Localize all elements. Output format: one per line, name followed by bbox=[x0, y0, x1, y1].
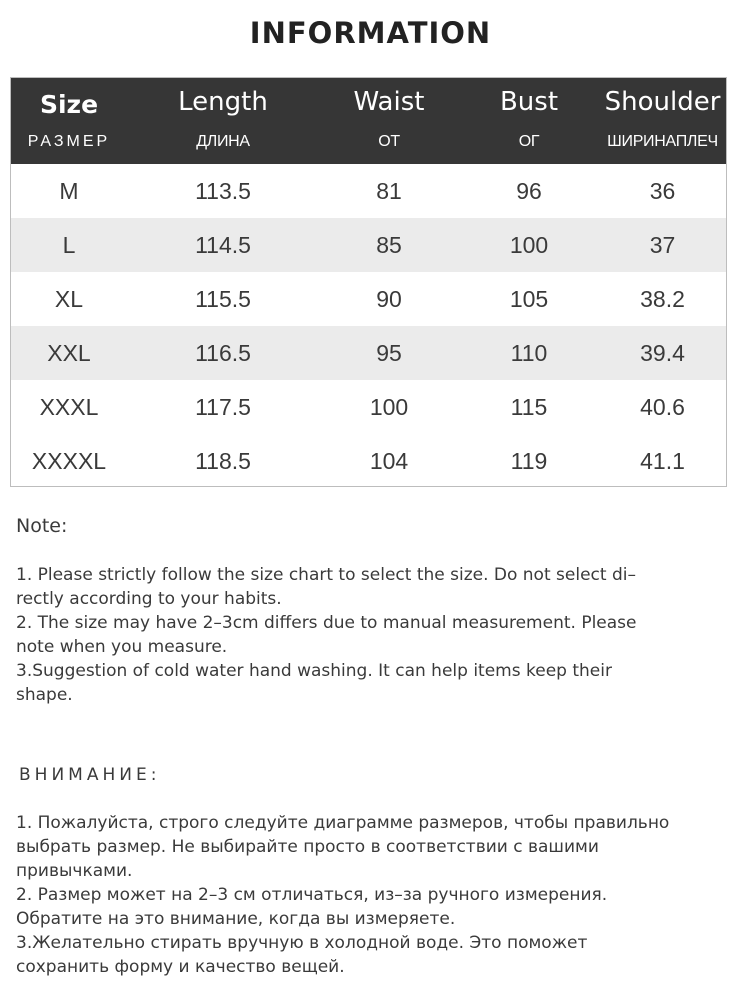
cell-size: XXXXL bbox=[31, 448, 107, 474]
cell-waist: 90 bbox=[376, 286, 402, 312]
cell-length: 113.5 bbox=[195, 178, 251, 204]
cell-size: M bbox=[59, 178, 79, 204]
ru-note-line: Обратите на это внимание, когда вы измеряете. bbox=[16, 909, 456, 929]
header-length-ru: ДЛИНА bbox=[196, 133, 250, 150]
ru-note-line: 3.Желательно стирать вручную в холодной воде. Это поможет bbox=[16, 933, 588, 953]
header-shoulder-en: Shoulder bbox=[604, 87, 721, 117]
cell-length: 118.5 bbox=[195, 448, 251, 474]
header-bust-en: Bust bbox=[499, 87, 559, 117]
note-title: Note: bbox=[16, 515, 68, 537]
header-size bbox=[11, 78, 127, 164]
header-bust-ru: ОГ bbox=[518, 133, 540, 150]
cell-length: 117.5 bbox=[195, 394, 251, 420]
cell-shoulder: 36 bbox=[649, 178, 676, 204]
table-row bbox=[11, 380, 726, 434]
cell-shoulder: 40.6 bbox=[640, 394, 685, 420]
cell-waist: 100 bbox=[369, 394, 409, 420]
ru-note-line: выбрать размер. Не выбирайте просто в соответствии с вашими bbox=[16, 837, 599, 857]
cell-bust: 96 bbox=[516, 178, 542, 204]
header-length-en: Length bbox=[178, 87, 268, 117]
cell-size: XL bbox=[54, 286, 84, 312]
cell-bust: 110 bbox=[510, 340, 548, 366]
table-row bbox=[11, 434, 726, 488]
table-row bbox=[11, 218, 726, 272]
cell-bust: 119 bbox=[510, 448, 548, 474]
cell-waist: 81 bbox=[376, 178, 402, 204]
cell-waist: 104 bbox=[369, 448, 409, 474]
header-bust bbox=[459, 78, 599, 164]
cell-bust: 115 bbox=[510, 394, 548, 420]
cell-length: 115.5 bbox=[195, 286, 251, 312]
note-body bbox=[16, 563, 726, 707]
page-title: INFORMATION bbox=[249, 16, 492, 50]
cell-shoulder: 37 bbox=[649, 232, 676, 258]
ru-note-body bbox=[16, 811, 726, 979]
header-length bbox=[127, 78, 319, 164]
note-line: note when you measure. bbox=[16, 637, 228, 657]
note-line: 1. Please strictly follow the size chart to select the size. Do not select di– bbox=[16, 565, 636, 585]
ru-note-title: ВНИМАНИЕ: bbox=[19, 765, 161, 785]
header-size-en: Size bbox=[39, 90, 99, 119]
cell-waist: 85 bbox=[376, 232, 402, 258]
cell-length: 114.5 bbox=[195, 232, 251, 258]
table-row bbox=[11, 164, 726, 218]
note-line: 2. The size may have 2–3cm differs due to manual measurement. Please bbox=[16, 613, 637, 633]
note-line: rectly according to your habits. bbox=[16, 589, 282, 609]
ru-note-line: привычками. bbox=[16, 861, 133, 881]
header-shoulder-ru: ШИРИНАПЛЕЧ bbox=[607, 133, 718, 150]
cell-bust: 105 bbox=[509, 286, 549, 312]
header-size-ru: РАЗМЕР bbox=[27, 133, 111, 150]
cell-size: L bbox=[62, 232, 76, 258]
cell-shoulder: 39.4 bbox=[640, 340, 685, 366]
ru-note-line: 1. Пожалуйста, строго следуйте диаграмме размеров, чтобы правильно bbox=[16, 813, 670, 833]
cell-length: 116.5 bbox=[195, 340, 251, 366]
size-chart-table bbox=[10, 77, 727, 487]
cell-shoulder: 41.1 bbox=[640, 448, 685, 474]
header-shoulder bbox=[599, 78, 726, 164]
ru-note-line: 2. Размер может на 2–3 см отличаться, из–за ручного измерения. bbox=[16, 885, 608, 905]
cell-shoulder: 38.2 bbox=[640, 286, 685, 312]
ru-note-line: сохранить форму и качество вещей. bbox=[16, 957, 345, 977]
cell-bust: 100 bbox=[509, 232, 549, 258]
header-waist bbox=[319, 78, 459, 164]
table-row bbox=[11, 326, 726, 380]
table-row bbox=[11, 272, 726, 326]
cell-waist: 95 bbox=[376, 340, 402, 366]
cell-size: XXL bbox=[47, 340, 91, 366]
note-line: shape. bbox=[16, 685, 73, 705]
header-waist-ru: ОТ bbox=[378, 133, 400, 150]
table-body bbox=[11, 164, 726, 488]
header-waist-en: Waist bbox=[353, 87, 425, 117]
cell-size: XXXL bbox=[39, 394, 99, 420]
note-line: 3.Suggestion of cold water hand washing. It can help items keep their bbox=[16, 661, 612, 681]
table-header bbox=[11, 78, 726, 164]
